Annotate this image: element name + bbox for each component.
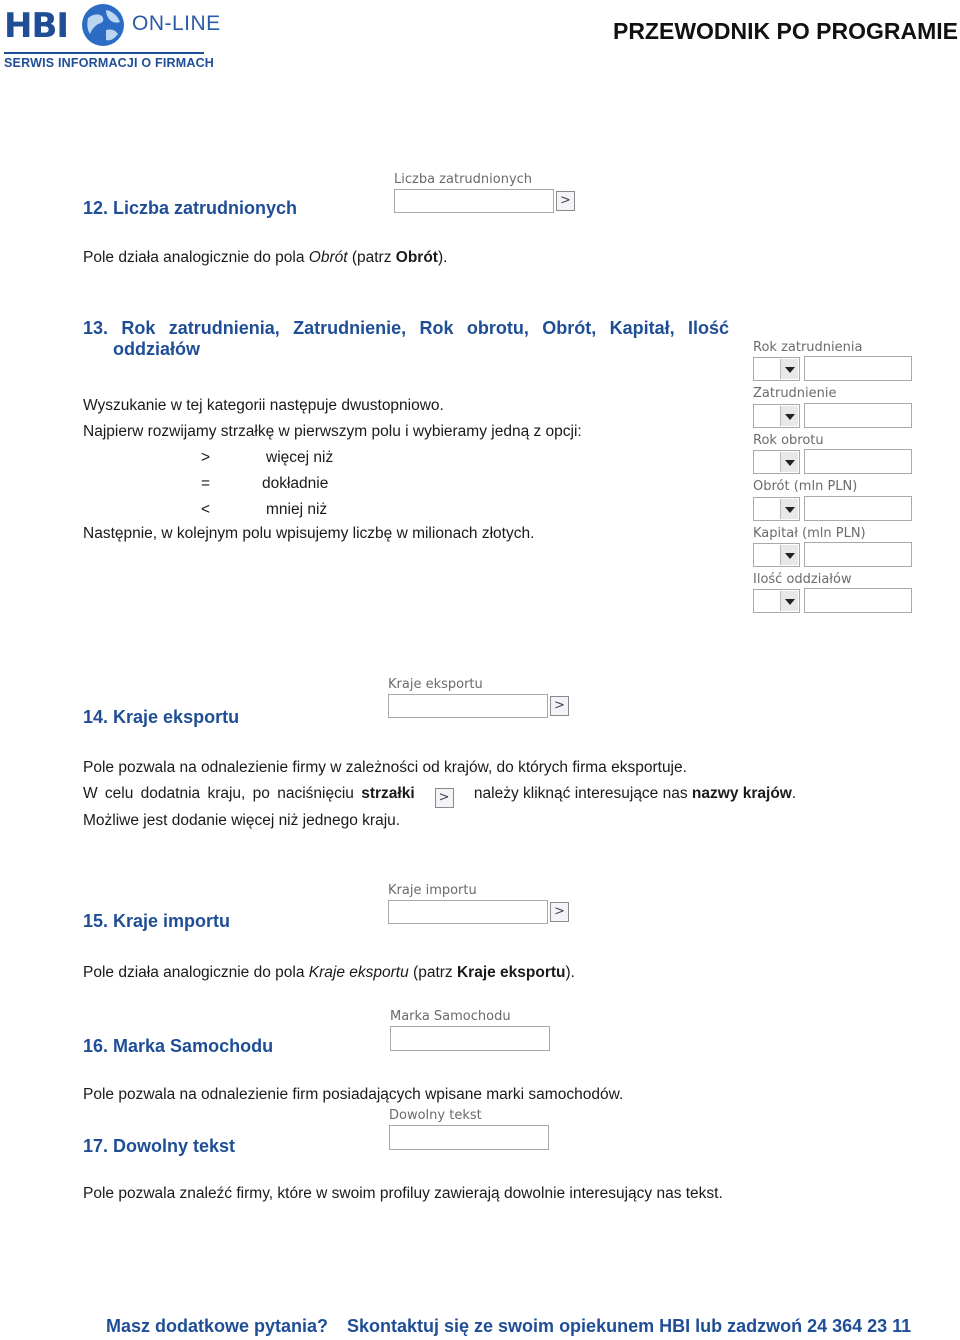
car-brand-input[interactable] xyxy=(390,1026,550,1051)
section-16-text: Pole pozwala na odnalezienie firm posiadających wpisane marki samochodów. xyxy=(83,1086,624,1103)
logo-online: ON-LINE xyxy=(132,12,221,35)
chevron-down-icon xyxy=(780,406,798,426)
turnover-input[interactable] xyxy=(804,496,912,521)
logo-subtitle: SERWIS INFORMACJI O FIRMACH xyxy=(4,56,215,70)
car-brand-label: Marka Samochodu xyxy=(390,1009,511,1024)
employees-input[interactable] xyxy=(394,189,554,213)
section-15-title: 15. Kraje importu xyxy=(83,911,231,931)
section-16-title: 16. Marka Samochodu xyxy=(83,1036,274,1056)
branches-label: Ilość oddziałów xyxy=(753,572,852,587)
section-17-title: 17. Dowolny tekst xyxy=(83,1136,236,1156)
year-employment-label: Rok zatrudnienia xyxy=(753,340,863,355)
capital-select[interactable] xyxy=(753,543,800,567)
section-14-title: 14. Kraje eksportu xyxy=(83,707,240,727)
section-13-options: > więcej niż = dokładnie < mniej niż xyxy=(201,449,334,518)
year-employment-select[interactable] xyxy=(753,357,800,381)
employment-input[interactable] xyxy=(804,403,912,428)
section-13-title: 13. Rok zatrudnienia, Zatrudnienie, Rok obrotu, Obrót, Kapitał, Ilość oddziałów xyxy=(83,318,729,359)
export-arrow-button[interactable]: > xyxy=(550,696,569,716)
turnover-select[interactable] xyxy=(753,497,800,521)
import-input[interactable] xyxy=(388,900,548,924)
arrow-icon: > xyxy=(435,788,454,808)
employment-label: Zatrudnienie xyxy=(753,386,837,401)
capital-label: Kapitał (mln PLN) xyxy=(753,526,866,541)
section-12-text: Pole działa analogicznie do pola Obrót (patrz Obrót). xyxy=(83,249,448,266)
import-arrow-button[interactable]: > xyxy=(550,902,569,922)
section-15-text: Pole działa analogicznie do pola Kraje eksportu (patrz Kraje eksportu). xyxy=(83,964,575,981)
year-employment-input[interactable] xyxy=(804,356,912,381)
employees-field-label: Liczba zatrudnionych xyxy=(394,172,533,187)
section-14-text: Pole pozwala na odnalezienie firmy w zależności od krajów, do których firma eksportuje. W celu dodatnia kraju, po naciśnięciu strzałki > należy kliknąć interesujące nas nazwy krajów. Możliwe jest dodanie więcej niż jednego kraju. xyxy=(83,759,797,829)
employees-arrow-button[interactable]: > xyxy=(556,191,575,211)
employment-select[interactable] xyxy=(753,404,800,428)
free-text-input[interactable] xyxy=(389,1125,549,1150)
turnover-label: Obrót (mln PLN) xyxy=(753,479,858,494)
free-text-label: Dowolny tekst xyxy=(389,1108,482,1123)
branches-select[interactable] xyxy=(753,589,800,613)
export-field-label: Kraje eksportu xyxy=(388,677,483,692)
section-13-text-end: Następnie, w kolejnym polu wpisujemy liczbę w milionach złotych. xyxy=(83,525,535,542)
section-17-text: Pole pozwala znaleźć firmy, które w swoim profiluy zawierają dowolnie interesujący nas tekst. xyxy=(83,1185,723,1202)
year-turnover-label: Rok obrotu xyxy=(753,433,824,448)
section-13-text: Wyszukanie w tej kategorii następuje dwustopniowo. Najpierw rozwijamy strzałkę w pierwszym polu i wybieramy jedną z opcji: xyxy=(83,397,582,440)
globe-icon xyxy=(80,2,126,48)
logo-divider xyxy=(4,52,204,54)
branches-input[interactable] xyxy=(804,588,912,613)
capital-input[interactable] xyxy=(804,542,912,567)
chevron-down-icon xyxy=(780,545,798,565)
export-input[interactable] xyxy=(388,694,548,718)
footer-contact: Skontaktuj się ze swoim opiekunem HBI lub zadzwoń 24 364 23 11 xyxy=(347,1316,912,1336)
chevron-down-icon xyxy=(780,452,798,472)
logo-hbi: HBI xyxy=(4,6,69,46)
year-turnover-select[interactable] xyxy=(753,450,800,474)
chevron-down-icon xyxy=(780,499,798,519)
chevron-down-icon xyxy=(780,591,798,611)
import-field-label: Kraje importu xyxy=(388,883,477,898)
chevron-down-icon xyxy=(780,359,798,379)
year-turnover-input[interactable] xyxy=(804,449,912,474)
footer-question: Masz dodatkowe pytania? xyxy=(106,1316,329,1336)
section-12-title: 12. Liczba zatrudnionych xyxy=(83,198,298,218)
page-title: PRZEWODNIK PO PROGRAMIE xyxy=(612,18,958,44)
